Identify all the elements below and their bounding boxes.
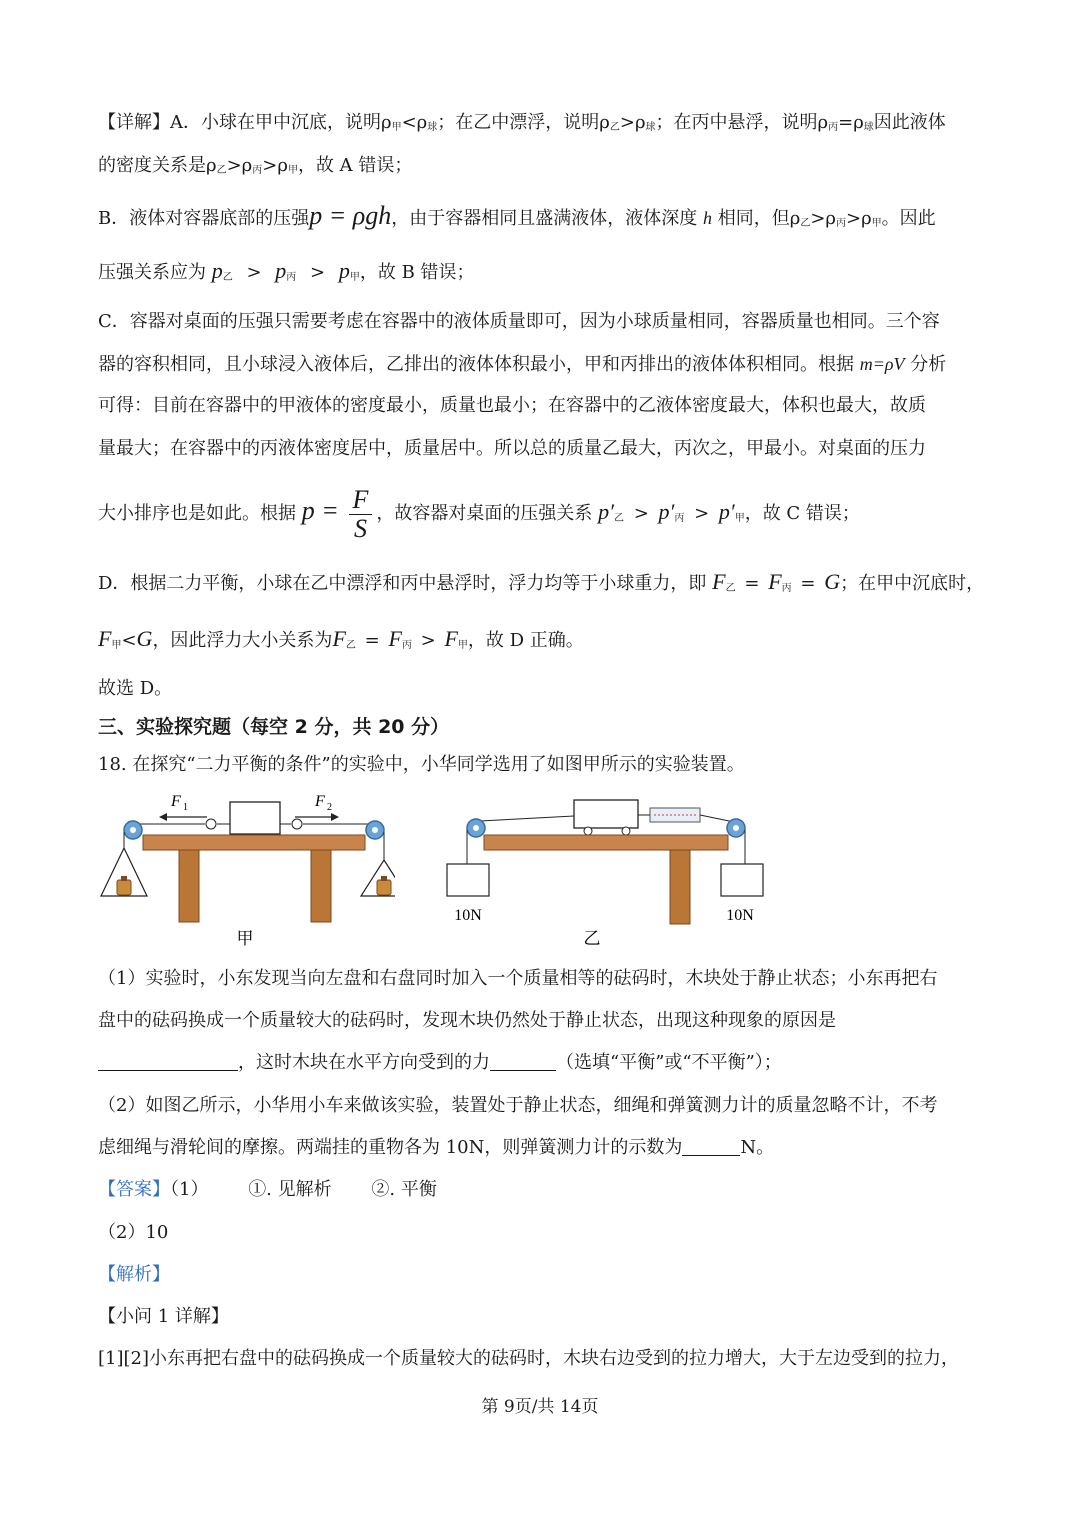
cart <box>574 800 638 828</box>
analysis-text-line: [1][2]小东再把右盘中的砝码换成一个质量较大的砝码时，木块右边受到的拉力增大，大于左边受到的拉力， <box>98 1348 959 1369</box>
detail-c-line4: 量最大；在容器中的丙液体密度居中，质量居中。所以总的质量乙最大，丙次之，甲最小。对桌面的压力 <box>98 438 926 459</box>
table-top <box>484 835 728 850</box>
detail-c-line2: 器的容积相同，且小球浸入液体后，乙排出的液体体积最小，甲和丙排出的液体体积相同。根据 m=ρV 分析 <box>98 354 947 375</box>
figure-jia <box>95 788 395 948</box>
detail-c-line1: C．容器对桌面的压强只需要考虑在容器中的液体质量即可，因为小球质量相同，容器质量也相同。三个容 <box>98 311 940 332</box>
q18-part2-line1: （2）如图乙所示，小华用小车来做该实验，装置处于静止状态，细绳和弹簧测力计的质量忽略不计，不考 <box>98 1095 938 1116</box>
sub-question-1-label: 【小问 1 详解】 <box>98 1306 229 1327</box>
detail-b-line2: 压强关系应为 $p_乙 > p_丙 > p_甲$，故 B 错误； <box>98 258 475 283</box>
page-footer: 第 9页/共 14页 <box>481 1397 599 1417</box>
answer-line2: （2）10 <box>98 1222 169 1243</box>
analysis-label: 【解析】 <box>98 1264 170 1285</box>
q18-part1-line2: 盘中的砝码换成一个质量较大的砝码时，发现木块仍然处于静止状态，出现这种现象的原因是 <box>98 1010 836 1031</box>
table-top <box>143 835 365 850</box>
left-weight-label: 10N <box>454 907 482 924</box>
detail-d-line2: $F_甲<G$，因此浮力大小关系为$F_乙 = F_丙 > F_甲$，故 D 正确。 <box>98 626 584 651</box>
answer-label: 【答案】 <box>98 1179 170 1200</box>
f2-label: F <box>315 793 325 810</box>
figure-yi-caption: 乙 <box>583 929 601 948</box>
wood-block <box>230 802 280 834</box>
question-18-stem: 18. 在探究“二力平衡的条件”的实验中，小华同学选用了如图甲所示的实验装置。 <box>98 754 745 775</box>
fraction-f-over-s: $\frac{F}{S}$ <box>349 486 373 543</box>
detail-a-line2: 的密度关系是$\rho_乙>\rho_丙>\rho_甲$，故 A 错误； <box>98 155 413 176</box>
q18-part1-line3: ，这时木块在水平方向受到的力 （选填“平衡”或“不平衡”）； <box>98 1050 782 1076</box>
q18-part2-line2: 虑细绳与滑轮间的摩擦。两端挂的重物各为 10N，则弹簧测力计的示数为 N。 <box>98 1137 775 1158</box>
f1-label: F <box>171 793 181 810</box>
detail-b-line1: B．液体对容器底部的压强p = ρgh，由于容器相同且盛满液体，液体深度 h 相同，但$\rho_乙>\rho_丙>\rho_甲$。因此 <box>98 201 936 230</box>
formula-p-rho-g-h: p = ρgh <box>309 201 392 230</box>
right-weight <box>721 864 763 896</box>
left-weight <box>447 864 489 896</box>
answer-blank-2 <box>490 1050 556 1071</box>
f1-subscript: 1 <box>183 802 188 813</box>
right-weight-label: 10N <box>726 907 754 924</box>
conclusion: 故选 D。 <box>98 678 173 699</box>
figure-yi <box>440 788 780 948</box>
figure-jia-caption: 甲 <box>236 929 254 948</box>
detail-d-line1: D．根据二力平衡，小球在乙中漂浮和丙中悬浮时，浮力均等于小球重力，即 $F_乙 = F_丙 = G$；在甲中沉底时， <box>98 569 985 594</box>
section-heading: 三、实验探究题（每空 2 分，共 20 分） <box>98 716 450 738</box>
detail-c-line3: 可得：目前在容器中的甲液体的密度最小，质量也最小；在容器中的乙液体密度最大，体积也最大，故质 <box>98 395 926 416</box>
q18-part1-line1: （1）实验时，小东发现当向左盘和右盘同时加入一个质量相等的砝码时，木块处于静止状态；小东再把右 <box>98 968 938 989</box>
f2-subscript: 2 <box>327 802 332 813</box>
answer-blank-3 <box>682 1135 740 1156</box>
detail-a-line1: 【详解】A．小球在甲中沉底，说明$\rho_甲<\rho_球$；在乙中漂浮，说明$\rho_乙>\rho_球$；在丙中悬浮，说明$\rho_丙=\rho_球$因此液体 <box>98 112 946 133</box>
answer-line1: 【答案】（1） ①. 见解析 ②. 平衡 <box>98 1179 437 1200</box>
detail-c-line5: 大小排序也是如此。根据 p = $\frac{F}{S}$ ，故容器对桌面的压强关系 $p'_乙 > p'_丙 > p'_甲$，故 C 错误； <box>98 484 860 543</box>
answer-blank-1 <box>98 1050 238 1071</box>
